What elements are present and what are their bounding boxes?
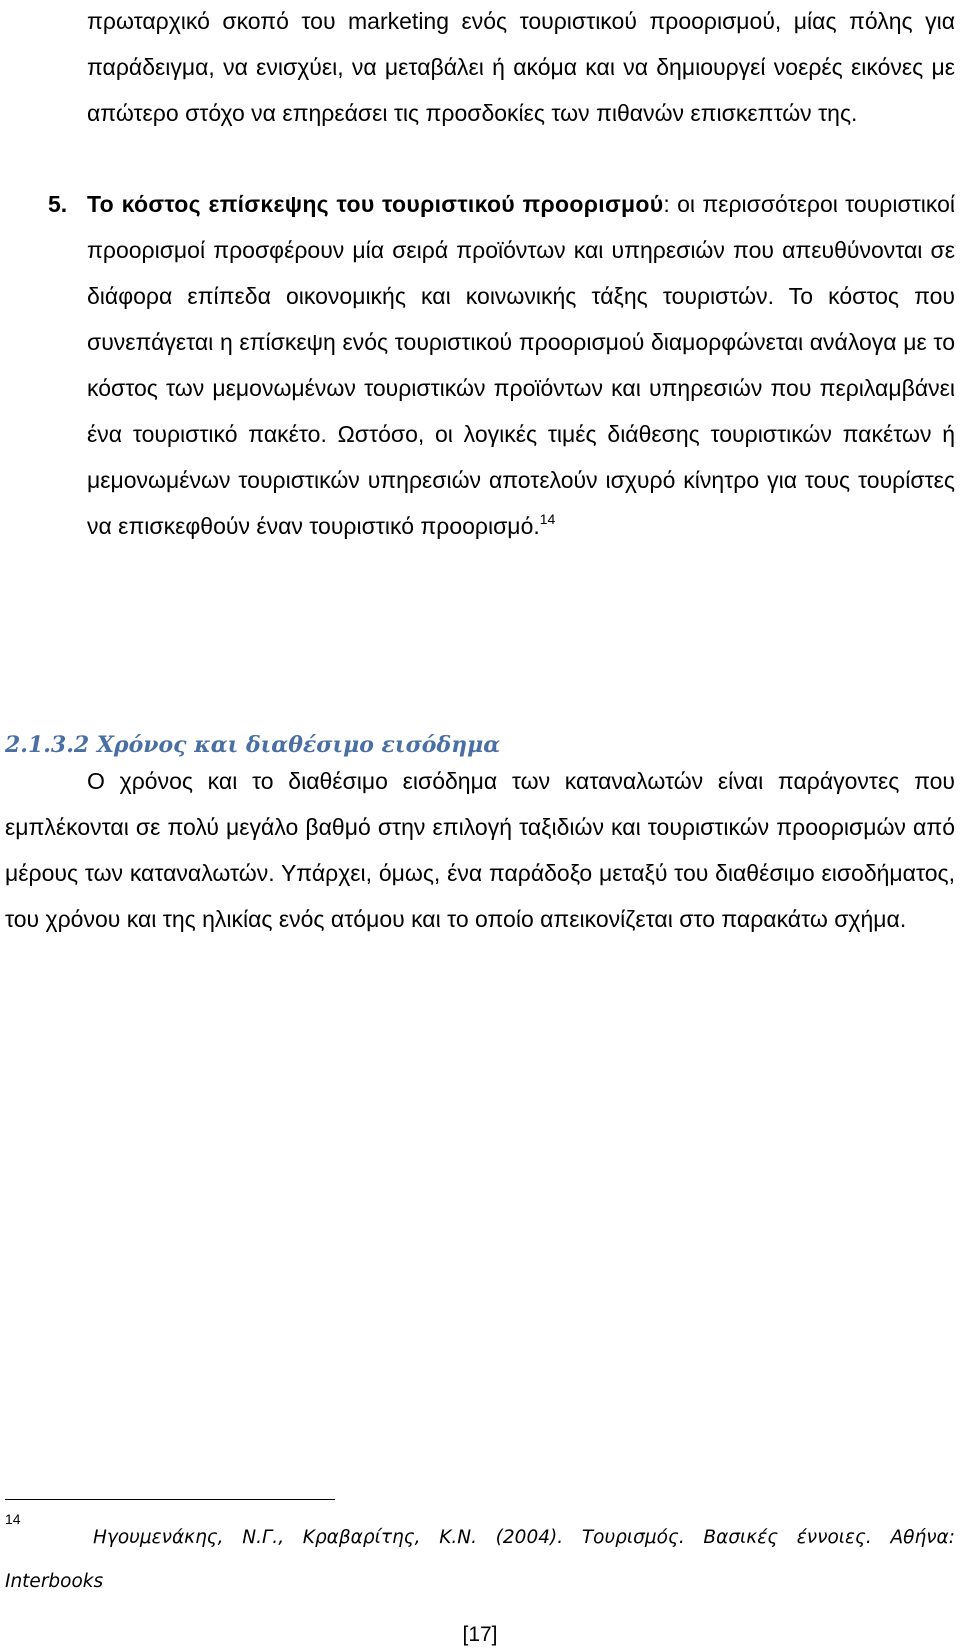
list-item-text: οι περισσότεροι τουριστικοί προορισμοί προσφέρουν μία σειρά προϊόντων και υπηρεσιών που απευθύνονται σε διάφορα επίπεδα οικονομικής και κοινωνικής τάξης τουριστών. Το κόστος που συνεπάγεται η επίσκεψη ενός τουριστικού προορισμού διαμορφώνεται ανάλογα με το κόστος των μεμονωμένων τουριστικών προϊόντων και υπηρεσιών που περιλαμβάνει ένα τουριστικό πακέτο. Ωστόσο, οι λογικές τιμές διάθεσης τουριστικών πακέτων ή μεμονωμένων τουριστικών υπηρεσιών αποτελούν ισχυρό κίνητρο για τους τουρίστες να επισκεφθούν έναν τουριστικό προορισμό. xyxy=(87,191,955,539)
section-heading: 2.1.3.2 Χρόνος και διαθέσιμο εισόδημα xyxy=(5,732,501,758)
list-item-colon: : xyxy=(663,191,670,217)
list-item-term: Το κόστος επίσκεψης του τουριστικού προορισμού xyxy=(87,191,664,217)
intro-paragraph: πρωταρχικό σκοπό του marketing ενός τουριστικού προορισμού, μίας πόλης για παράδειγμα, να ενισχύει, να μεταβάλει ή ακόμα και να δημιουργεί νοερές εικόνες με απώτερο στόχο να επηρεάσει τις προσδοκίες των πιθανών επισκεπτών της. xyxy=(87,8,955,126)
footnote-reference[interactable]: 14 xyxy=(539,511,556,527)
page-number: [17] xyxy=(462,1623,498,1646)
section-paragraph: Ο χρόνος και το διαθέσιμο εισόδημα των καταναλωτών είναι παράγοντες που εμπλέκονται σε πολύ μεγάλο βαθμό στην επιλογή ταξιδιών και τουριστικών προορισμών από μέρους των καταναλωτών. Υπάρχει, όμως, ένα παράδοξο μεταξύ του διαθέσιμο εισοδήματος, του χρόνου και της ηλικίας ενός ατόμου και το οποίο απεικονίζεται στο παρακάτω σχήμα. xyxy=(5,768,955,932)
footnote-marker: 14 xyxy=(5,1511,21,1527)
list-item-number: 5. xyxy=(48,191,68,217)
footnote-text: Ηγουμενάκης, Ν.Γ., Κραβαρίτης, Κ.Ν. (2004). Τουρισμός. Βασικές έννοιες. Αθήνα: Interbooks xyxy=(5,1527,955,1592)
footnote-separator xyxy=(5,1499,335,1500)
list-item-body xyxy=(87,181,955,549)
